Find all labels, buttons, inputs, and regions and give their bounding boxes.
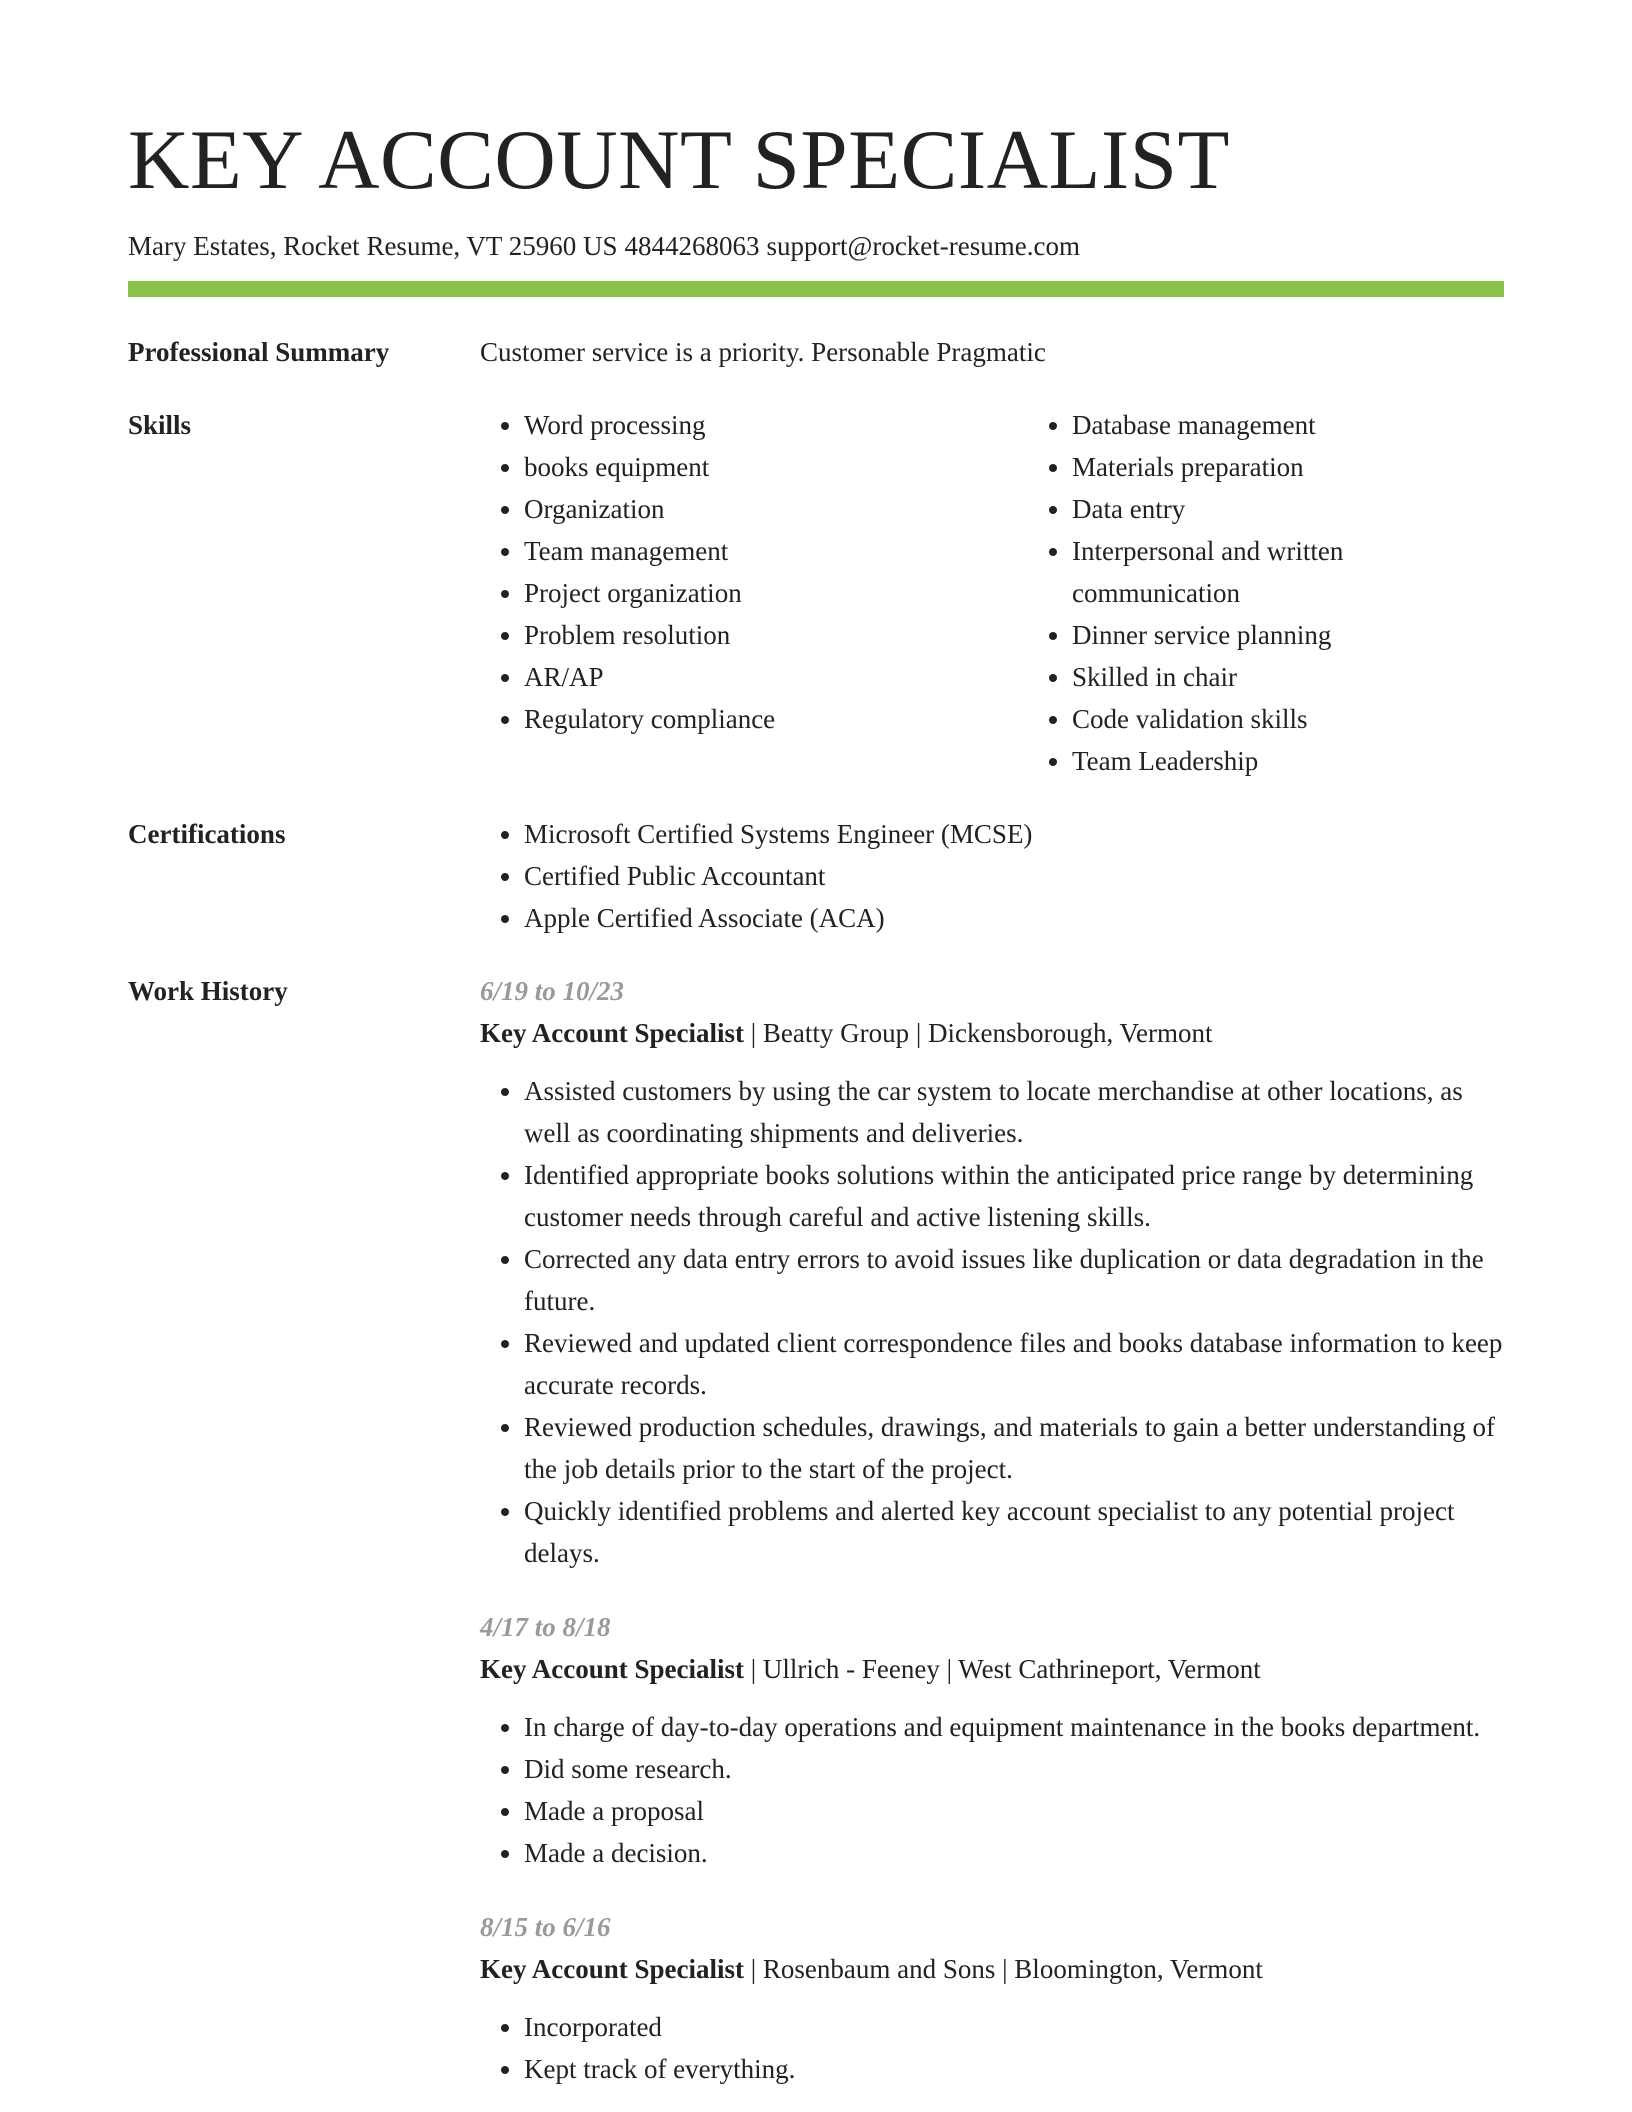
job-bullets	[480, 2006, 1504, 2090]
job-bullet: • Identified appropriate books solutions within the anticipated price range by determining customer needs through careful and active listening skills.	[524, 1154, 1504, 1238]
skill-item: • Database management	[1072, 404, 1504, 446]
skill-item: • Materials preparation	[1072, 446, 1504, 488]
accent-divider	[128, 281, 1504, 297]
job-entry	[480, 970, 1504, 1574]
job-bullets	[480, 1706, 1504, 1874]
skill-item: • Word processing	[524, 404, 1028, 446]
certification-item: • Apple Certified Associate (ACA)	[524, 897, 1504, 939]
job-heading	[480, 1948, 1504, 1990]
skill-item: • Team management	[524, 530, 1028, 572]
contact-email: support@rocket-resume.com	[766, 231, 1080, 261]
skill-item: • Team Leadership	[1072, 740, 1504, 782]
job-bullet: • Kept track of everything.	[524, 2048, 1504, 2090]
skill-item: • Dinner service planning	[1072, 614, 1504, 656]
job-employer-location: | Ullrich - Feeney | West Cathrineport, Vermont	[744, 1654, 1261, 1684]
work-history-body	[480, 970, 1504, 2090]
skills-list	[480, 404, 1504, 782]
job-bullet: • Did some research.	[524, 1748, 1504, 1790]
job-bullet: • Assisted customers by using the car system to locate merchandise at other locations, as well as coordinating shipments and deliveries.	[524, 1070, 1504, 1154]
skill-item: • AR/AP	[524, 656, 1028, 698]
job-dates: 4/17 to 8/18	[480, 1612, 611, 1642]
job-bullet: • Made a proposal	[524, 1790, 1504, 1832]
skills-column-2	[1028, 404, 1504, 782]
skill-item: • Code validation skills	[1072, 698, 1504, 740]
job-bullet: • Made a decision.	[524, 1832, 1504, 1874]
job-entry	[480, 1906, 1504, 2090]
job-heading	[480, 1012, 1504, 1054]
summary-heading: Professional Summary	[128, 337, 390, 367]
job-title: Key Account Specialist	[480, 1654, 744, 1684]
job-bullet: • In charge of day-to-day operations and equipment maintenance in the books department.	[524, 1706, 1504, 1748]
job-title: Key Account Specialist	[480, 1018, 744, 1048]
job-dates: 6/19 to 10/23	[480, 976, 625, 1006]
skills-section	[128, 404, 1504, 782]
job-bullet: • Quickly identified problems and alerted key account specialist to any potential project delays.	[524, 1490, 1504, 1574]
skill-item: • Regulatory compliance	[524, 698, 1028, 740]
skill-item: • Skilled in chair	[1072, 656, 1504, 698]
job-title: Key Account Specialist	[480, 1954, 744, 1984]
job-bullet: • Incorporated	[524, 2006, 1504, 2048]
skill-item: • Interpersonal and written communication	[1072, 530, 1504, 614]
summary-section	[128, 331, 1504, 373]
skill-item: • Organization	[524, 488, 1028, 530]
skill-item: • Data entry	[1072, 488, 1504, 530]
job-entry	[480, 1606, 1504, 1874]
certifications-body	[480, 813, 1504, 939]
job-bullets	[480, 1070, 1504, 1574]
job-employer-location: | Beatty Group | Dickensborough, Vermont	[744, 1018, 1213, 1048]
work-history-heading: Work History	[128, 976, 288, 1006]
work-history-section	[128, 970, 1504, 2090]
contact-line	[128, 233, 1504, 260]
job-bullet: • Reviewed production schedules, drawings, and materials to gain a better understanding of the job details prior to the start of the project.	[524, 1406, 1504, 1490]
certification-item: • Microsoft Certified Systems Engineer (MCSE)	[524, 813, 1504, 855]
skill-item: • Problem resolution	[524, 614, 1028, 656]
certification-item: • Certified Public Accountant	[524, 855, 1504, 897]
job-bullet: • Reviewed and updated client correspondence files and books database information to keep accurate records.	[524, 1322, 1504, 1406]
skill-item: • Project organization	[524, 572, 1028, 614]
skill-item: • books equipment	[524, 446, 1028, 488]
resume-title: KEY ACCOUNT SPECIALIST	[128, 113, 1230, 207]
contact-address: Mary Estates, Rocket Resume, VT 25960 US	[128, 231, 618, 261]
job-heading	[480, 1648, 1504, 1690]
job-bullet: • Corrected any data entry errors to avoid issues like duplication or data degradation in the future.	[524, 1238, 1504, 1322]
certifications-heading: Certifications	[128, 819, 286, 849]
job-dates: 8/15 to 6/16	[480, 1912, 611, 1942]
job-employer-location: | Rosenbaum and Sons | Bloomington, Vermont	[744, 1954, 1263, 1984]
certifications-section	[128, 813, 1504, 939]
resume-page	[128, 113, 1504, 2090]
certifications-list	[480, 813, 1504, 939]
summary-text: Customer service is a priority. Personable Pragmatic	[480, 337, 1046, 367]
contact-phone: 4844268063	[624, 231, 760, 261]
skills-column-1	[480, 404, 1028, 782]
skills-heading: Skills	[128, 410, 192, 440]
